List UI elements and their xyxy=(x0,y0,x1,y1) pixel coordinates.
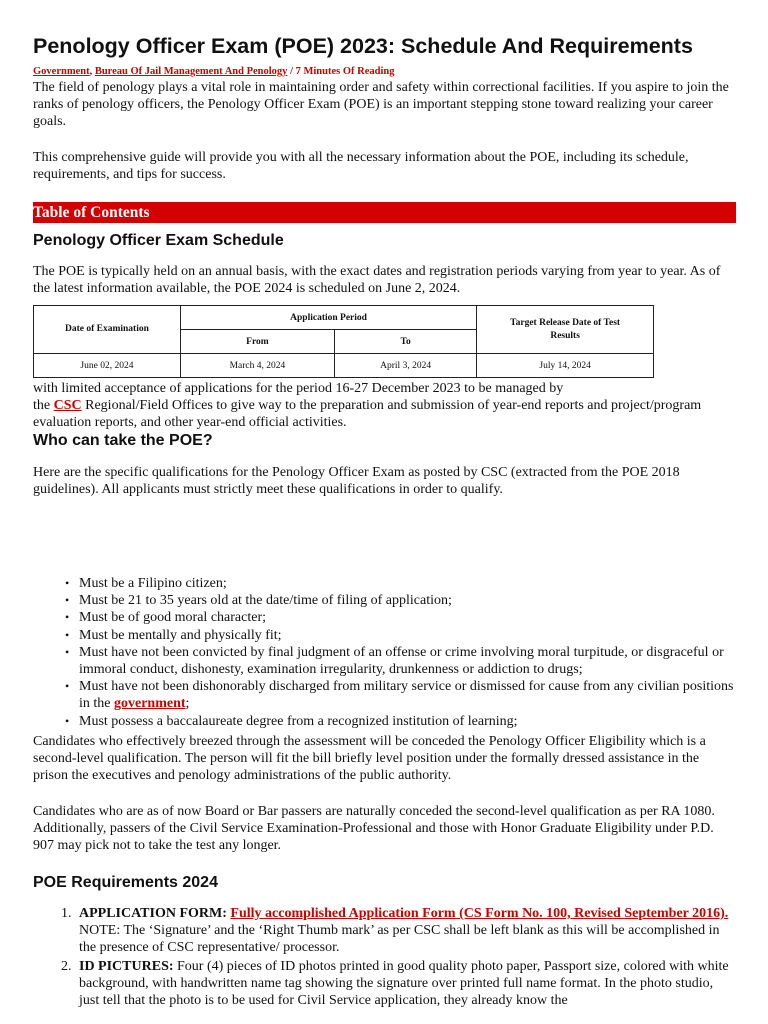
list-item xyxy=(79,678,736,712)
schedule-note-prefix: the xyxy=(33,398,54,414)
schedule-note xyxy=(33,380,736,432)
requirements-list xyxy=(33,905,736,1010)
list-item-end: ; xyxy=(185,696,190,712)
article-meta xyxy=(33,65,395,79)
schedule-heading: Penology Officer Exam Schedule xyxy=(33,232,284,249)
page-title: Penology Officer Exam (POE) 2023: Schedule And Requirements xyxy=(33,34,693,58)
requirement-note: NOTE: The ‘Signature’ and the ‘Right Thumb mark’ as per CSC shall be left blank as this will be accomplished in the presence of CSC representative/ processor. xyxy=(79,923,720,956)
list-item: • Must be a Filipino citizen; xyxy=(79,575,736,592)
meta-separator: , xyxy=(89,66,95,77)
requirement-text: Four (4) pieces of ID photos printed in good quality photo paper, Passport size, colored with white background, with handwritten name tag showing the signature over printed full name format. In the photo studio, just tell that the photo is to be used for Civil Service application, they already know the xyxy=(79,958,729,1009)
cell-to: April 3, 2024 xyxy=(334,354,476,378)
list-item xyxy=(61,905,736,957)
who-paragraph: Here are the specific qualifications for the Penology Officer Exam as posted by CSC (extracted from the POE 2018 guidelines). All applicants must strictly meet these qualifications in order to qualify. xyxy=(33,465,680,498)
list-item: • Must be of good moral character; xyxy=(79,609,736,626)
cell-date: June 02, 2024 xyxy=(34,354,181,378)
cell-release: July 14, 2024 xyxy=(477,354,654,378)
intro-paragraph-2: This comprehensive guide will provide you with all the necessary information about the POE, including its schedule, requirements, and tips for success. xyxy=(33,150,689,183)
table-row xyxy=(34,354,654,378)
list-number: 1. xyxy=(61,906,72,921)
col-application-period: Application Period xyxy=(180,306,476,330)
schedule-note-line-1: with limited acceptance of applications for the period 16-27 December 2023 to be managed by xyxy=(33,381,564,396)
list-item: • Must be 21 to 35 years old at the date/time of filing of application; xyxy=(79,592,736,609)
col-to: To xyxy=(334,330,476,354)
requirements-heading: POE Requirements 2024 xyxy=(33,874,218,891)
reading-time: 7 Minutes Of Reading xyxy=(295,66,395,77)
application-form-link[interactable]: Fully accomplished Application Form (CS Form No. 100, Revised September 2016). xyxy=(230,906,729,921)
csc-link[interactable]: CSC xyxy=(53,398,82,414)
qualifications-list xyxy=(33,575,736,730)
list-number: 2. xyxy=(61,958,72,974)
board-bar-paragraph: Candidates who are as of now Board or Bar passers are naturally conceded the second-level qualification as per RA 1080. Additionally, passers of the Civil Service Examination-Professional and those with Honor Graduate Eligibility under P.D. 907 may pick not to take the test any longer. xyxy=(33,804,715,854)
requirement-label: APPLICATION FORM: xyxy=(79,906,227,921)
category-link-bjmp[interactable]: Bureau Of Jail Management And Penology xyxy=(94,66,288,77)
requirement-label: ID PICTURES: xyxy=(79,958,174,974)
list-item-text: Must have not been dishonorably discharged from military service or dismissed for cause from any civilian positions in the xyxy=(79,679,734,712)
list-item: • Must be mentally and physically fit; xyxy=(79,627,736,644)
schedule-table xyxy=(33,305,654,378)
list-item: • Must possess a baccalaureate degree from a recognized institution of learning; xyxy=(79,713,736,730)
schedule-note-rest: Regional/Field Offices to give way to the preparation and submission of year-end reports and project/program evaluation reports, and other year-end official activities. xyxy=(33,398,702,431)
cell-from: March 4, 2024 xyxy=(180,354,334,378)
col-date-of-examination: Date of Examination xyxy=(34,306,181,354)
col-target-release: Target Release Date of Test Results xyxy=(477,306,654,354)
meta-separator: / xyxy=(287,66,296,77)
list-item: • Must have not been convicted by final judgment of an offense or crime involving moral turpitude, or disgraceful or immoral conduct, dishonesty, examination irregularity, drunkenness or addiction to drugs; xyxy=(79,644,736,678)
schedule-paragraph: The POE is typically held on an annual basis, with the exact dates and registration periods varying from year to year. As of the latest information available, the POE 2024 is scheduled on June 2, 2024. xyxy=(33,264,721,297)
col-from: From xyxy=(180,330,334,354)
government-link[interactable]: government xyxy=(114,696,186,712)
category-link-government[interactable]: Government xyxy=(33,66,90,77)
table-of-contents-toggle[interactable]: Table of Contents xyxy=(33,202,736,223)
eligibility-paragraph: Candidates who effectively breezed through the assessment will be conceded the Penology Officer Eligibility which is a second-level qualification. The person will fit the bill briefly level position under the formally dressed assistance in the prison the executives and penology administrations of the public authority. xyxy=(33,734,706,784)
who-heading: Who can take the POE? xyxy=(33,432,213,449)
intro-paragraph: The field of penology plays a vital role in maintaining order and safety within correctional facilities. If you aspire to join the ranks of penology officers, the Penology Officer Exam (POE) is an important stepping stone toward realizing your career goals. xyxy=(33,80,729,130)
list-item xyxy=(61,958,736,1010)
